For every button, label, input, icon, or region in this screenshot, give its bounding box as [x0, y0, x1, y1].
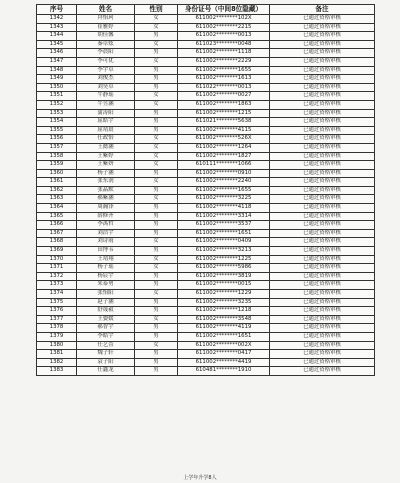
table-row	[37, 143, 375, 152]
cell-gender: 男	[135, 83, 178, 92]
table-row	[37, 281, 375, 290]
cell-name: 杨子瑶	[77, 264, 135, 273]
cell-id-number: 611002********3213	[178, 247, 270, 256]
cell-serial: 1375	[37, 298, 77, 307]
cell-serial: 1358	[37, 152, 77, 161]
cell-gender: 女	[135, 255, 178, 264]
cell-remark: 已通过资格审核	[270, 315, 375, 324]
cell-remark: 已通过资格审核	[270, 341, 375, 350]
cell-name: 任鑫龙	[77, 367, 135, 376]
cell-serial: 1367	[37, 229, 77, 238]
cell-id-number: 611002********1651	[178, 229, 270, 238]
table-row	[37, 118, 375, 127]
cell-id-number: 611002********0910	[178, 169, 270, 178]
cell-gender: 男	[135, 367, 178, 376]
cell-gender: 女	[135, 315, 178, 324]
cell-id-number: 611002********1655	[178, 66, 270, 75]
cell-gender: 男	[135, 212, 178, 221]
cell-name: 秦卓炫	[77, 40, 135, 49]
table-row	[37, 350, 375, 359]
table-row	[37, 332, 375, 341]
cell-gender: 女	[135, 264, 178, 273]
cell-id-number: 611002********1118	[178, 49, 270, 58]
cell-id-number: 611002********3819	[178, 272, 270, 281]
cell-gender: 男	[135, 109, 178, 118]
cell-gender: 女	[135, 161, 178, 170]
cell-name: 郝紫涵	[77, 195, 135, 204]
cell-id-number: 611002********3314	[178, 212, 270, 221]
cell-remark: 已通过资格审核	[270, 238, 375, 247]
table-row	[37, 264, 375, 273]
cell-gender: 男	[135, 332, 178, 341]
cell-serial: 1346	[37, 49, 77, 58]
cell-id-number: 611002********0409	[178, 238, 270, 247]
cell-name: 李禹哲	[77, 221, 135, 230]
header-id-number: 身份证号（中间8位隐藏）	[178, 5, 270, 15]
header-serial: 序号	[37, 5, 77, 15]
cell-id-number: 611002********4118	[178, 204, 270, 213]
table-row	[37, 255, 375, 264]
cell-serial: 1370	[37, 255, 77, 264]
cell-name: 蒲涛阳	[77, 109, 135, 118]
cell-gender: 男	[135, 247, 178, 256]
cell-gender: 男	[135, 66, 178, 75]
cell-gender: 男	[135, 272, 178, 281]
table-header-row	[37, 5, 375, 15]
table-row	[37, 32, 375, 41]
table-row	[37, 57, 375, 66]
cell-remark: 已通过资格审核	[270, 298, 375, 307]
cell-name: 袁子阳	[77, 358, 135, 367]
cell-serial: 1366	[37, 221, 77, 230]
cell-serial: 1353	[37, 109, 77, 118]
cell-remark: 已通过资格审核	[270, 109, 375, 118]
table-row	[37, 75, 375, 84]
cell-name: 刘俊杰	[77, 75, 135, 84]
cell-name: 朱泰勇	[77, 281, 135, 290]
cell-serial: 1345	[37, 40, 77, 49]
cell-gender: 女	[135, 152, 178, 161]
cell-id-number: 611002********1215	[178, 109, 270, 118]
cell-id-number: 611002********4115	[178, 126, 270, 135]
header-remark: 备注	[270, 5, 375, 15]
cell-name: 刘浩宇	[77, 229, 135, 238]
cell-serial: 1363	[37, 195, 77, 204]
cell-remark: 已通过资格审核	[270, 221, 375, 230]
cell-id-number: 611002********2229	[178, 57, 270, 66]
cell-remark: 已通过资格审核	[270, 281, 375, 290]
table-row	[37, 204, 375, 213]
cell-id-number: 611022********0013	[178, 83, 270, 92]
cell-id-number: 611002********3235	[178, 298, 270, 307]
table-row	[37, 49, 375, 58]
cell-gender: 男	[135, 324, 178, 333]
cell-serial: 1343	[37, 23, 77, 32]
cell-id-number: 611002********1827	[178, 152, 270, 161]
cell-id-number: 611023********0048	[178, 40, 270, 49]
table-row	[37, 367, 375, 376]
cell-gender: 男	[135, 169, 178, 178]
cell-id-number: 611002********1229	[178, 290, 270, 299]
cell-gender: 女	[135, 40, 178, 49]
cell-id-number: 610111********1066	[178, 161, 270, 170]
cell-id-number: 611002********2240	[178, 178, 270, 187]
cell-id-number: 611002********1218	[178, 307, 270, 316]
cell-serial: 1376	[37, 307, 77, 316]
cell-serial: 1371	[37, 264, 77, 273]
cell-id-number: 611002********1651	[178, 332, 270, 341]
cell-name: 牛静瑶	[77, 92, 135, 101]
table-row	[37, 290, 375, 299]
cell-remark: 已通过资格审核	[270, 290, 375, 299]
table-row	[37, 247, 375, 256]
table-row	[37, 212, 375, 221]
cell-name: 魏子轩	[77, 350, 135, 359]
cell-serial: 1383	[37, 367, 77, 376]
cell-id-number: 611002********4419	[178, 358, 270, 367]
cell-remark: 已通过资格审核	[270, 32, 375, 41]
cell-gender: 女	[135, 238, 178, 247]
table-row	[37, 15, 375, 24]
cell-gender: 女	[135, 23, 178, 32]
cell-name: 李宇卓	[77, 66, 135, 75]
cell-remark: 已通过资格审核	[270, 229, 375, 238]
cell-remark: 已通过资格审核	[270, 161, 375, 170]
table-row	[37, 135, 375, 144]
cell-serial: 1382	[37, 358, 77, 367]
cell-remark: 已通过资格审核	[270, 152, 375, 161]
cell-gender: 男	[135, 281, 178, 290]
cell-name: 周瀚泽	[77, 204, 135, 213]
cell-serial: 1357	[37, 143, 77, 152]
table-row	[37, 324, 375, 333]
cell-gender: 男	[135, 75, 178, 84]
cell-remark: 已通过资格审核	[270, 264, 375, 273]
cell-gender: 男	[135, 186, 178, 195]
page-footer: 上学年升学8人	[183, 475, 217, 481]
cell-gender: 男	[135, 32, 178, 41]
cell-id-number: 611002********526X	[178, 135, 270, 144]
cell-remark: 已通过资格审核	[270, 350, 375, 359]
roster-table	[36, 4, 375, 376]
cell-id-number: 611002********3225	[178, 195, 270, 204]
cell-id-number: 611002********3548	[178, 315, 270, 324]
cell-remark: 已通过资格审核	[270, 195, 375, 204]
document-page	[36, 4, 374, 376]
cell-id-number: 611002********0015	[178, 281, 270, 290]
cell-remark: 已通过资格审核	[270, 186, 375, 195]
cell-remark: 已通过资格审核	[270, 49, 375, 58]
cell-gender: 男	[135, 350, 178, 359]
cell-gender: 女	[135, 15, 178, 24]
cell-name: 牛昱涵	[77, 100, 135, 109]
cell-remark: 已通过资格审核	[270, 358, 375, 367]
cell-name: 刘诗雨	[77, 238, 135, 247]
cell-name: 王姿媛	[77, 315, 135, 324]
cell-name: 刘昊卓	[77, 83, 135, 92]
cell-serial: 1355	[37, 126, 77, 135]
cell-serial: 1368	[37, 238, 77, 247]
cell-serial: 1364	[37, 204, 77, 213]
table-row	[37, 315, 375, 324]
cell-name: 赵子涵	[77, 298, 135, 307]
cell-id-number: 611002********0013	[178, 32, 270, 41]
cell-name: 屈皓宇	[77, 118, 135, 127]
cell-id-number: 611002********1264	[178, 143, 270, 152]
table-row	[37, 23, 375, 32]
cell-name: 薛修齐	[77, 212, 135, 221]
cell-name: 郝智宇	[77, 324, 135, 333]
cell-remark: 已通过资格审核	[270, 204, 375, 213]
cell-remark: 已通过资格审核	[270, 212, 375, 221]
cell-gender: 男	[135, 49, 178, 58]
table-row	[37, 152, 375, 161]
cell-remark: 已通过资格审核	[270, 23, 375, 32]
cell-gender: 男	[135, 307, 178, 316]
cell-serial: 1356	[37, 135, 77, 144]
cell-name: 胡佳馨	[77, 32, 135, 41]
cell-remark: 已通过资格审核	[270, 126, 375, 135]
cell-remark: 已通过资格审核	[270, 92, 375, 101]
cell-serial: 1344	[37, 32, 77, 41]
table-body	[37, 15, 375, 376]
cell-serial: 1379	[37, 332, 77, 341]
cell-serial: 1350	[37, 83, 77, 92]
cell-name: 崔雅婷	[77, 23, 135, 32]
cell-name: 王紫婷	[77, 152, 135, 161]
cell-name: 田博韦	[77, 247, 135, 256]
cell-serial: 1360	[37, 169, 77, 178]
cell-name: 李可优	[77, 57, 135, 66]
cell-remark: 已通过资格审核	[270, 272, 375, 281]
cell-id-number: 611002********5986	[178, 264, 270, 273]
cell-serial: 1372	[37, 272, 77, 281]
table-row	[37, 195, 375, 204]
cell-gender: 女	[135, 195, 178, 204]
table-row	[37, 161, 375, 170]
table-row	[37, 238, 375, 247]
cell-name: 杨子涵	[77, 169, 135, 178]
cell-remark: 已通过资格审核	[270, 57, 375, 66]
cell-serial: 1365	[37, 212, 77, 221]
table-row	[37, 229, 375, 238]
cell-name: 舒晟毅	[77, 307, 135, 316]
table-row	[37, 341, 375, 350]
cell-remark: 已通过资格审核	[270, 247, 375, 256]
cell-id-number: 611002********1613	[178, 75, 270, 84]
cell-serial: 1380	[37, 341, 77, 350]
table-row	[37, 186, 375, 195]
cell-serial: 1378	[37, 324, 77, 333]
table-row	[37, 307, 375, 316]
cell-gender: 女	[135, 100, 178, 109]
cell-name: 张晶默	[77, 186, 135, 195]
cell-id-number: 611002********1863	[178, 100, 270, 109]
cell-gender: 男	[135, 126, 178, 135]
cell-remark: 已通过资格审核	[270, 118, 375, 127]
cell-remark: 已通过资格审核	[270, 66, 375, 75]
cell-serial: 1349	[37, 75, 77, 84]
cell-name: 张怡阳	[77, 290, 135, 299]
cell-name: 拜怡珂	[77, 15, 135, 24]
cell-id-number: 611002********3537	[178, 221, 270, 230]
cell-gender: 女	[135, 57, 178, 66]
cell-name: 李晨阳	[77, 49, 135, 58]
table-row	[37, 169, 375, 178]
cell-gender: 女	[135, 290, 178, 299]
header-name: 姓名	[77, 5, 135, 15]
table-row	[37, 272, 375, 281]
cell-serial: 1369	[37, 247, 77, 256]
cell-remark: 已通过资格审核	[270, 143, 375, 152]
cell-name: 杨宸宇	[77, 272, 135, 281]
cell-id-number: 610481********1910	[178, 367, 270, 376]
cell-serial: 1359	[37, 161, 77, 170]
cell-remark: 已通过资格审核	[270, 40, 375, 49]
cell-serial: 1377	[37, 315, 77, 324]
cell-remark: 已通过资格审核	[270, 307, 375, 316]
table-row	[37, 92, 375, 101]
cell-serial: 1373	[37, 281, 77, 290]
table-row	[37, 66, 375, 75]
cell-name: 王懿涵	[77, 143, 135, 152]
cell-id-number: 611002********1655	[178, 186, 270, 195]
cell-id-number: 611021********5638	[178, 118, 270, 127]
cell-serial: 1347	[37, 57, 77, 66]
cell-id-number: 611002********1225	[178, 255, 270, 264]
cell-serial: 1352	[37, 100, 77, 109]
cell-id-number: 611002********0027	[178, 92, 270, 101]
cell-gender: 男	[135, 118, 178, 127]
cell-name: 张东润	[77, 178, 135, 187]
cell-gender: 男	[135, 221, 178, 230]
cell-serial: 1361	[37, 178, 77, 187]
cell-remark: 已通过资格审核	[270, 178, 375, 187]
cell-gender: 女	[135, 341, 178, 350]
cell-remark: 已通过资格审核	[270, 135, 375, 144]
table-row	[37, 40, 375, 49]
table-row	[37, 178, 375, 187]
cell-serial: 1381	[37, 350, 77, 359]
cell-remark: 已通过资格审核	[270, 367, 375, 376]
table-row	[37, 126, 375, 135]
table-row	[37, 109, 375, 118]
cell-gender: 女	[135, 92, 178, 101]
cell-serial: 1351	[37, 92, 77, 101]
cell-gender: 女	[135, 135, 178, 144]
cell-serial: 1362	[37, 186, 77, 195]
table-row	[37, 298, 375, 307]
header-gender: 性别	[135, 5, 178, 15]
cell-id-number: 611002********2215	[178, 23, 270, 32]
cell-remark: 已通过资格审核	[270, 169, 375, 178]
cell-name: 李皓宇	[77, 332, 135, 341]
table-row	[37, 100, 375, 109]
cell-name: 任艺萱	[77, 341, 135, 350]
cell-serial: 1354	[37, 118, 77, 127]
cell-name: 任政怡	[77, 135, 135, 144]
cell-remark: 已通过资格审核	[270, 83, 375, 92]
cell-name: 王靖翔	[77, 255, 135, 264]
cell-id-number: 611002********4119	[178, 324, 270, 333]
cell-gender: 男	[135, 358, 178, 367]
cell-serial: 1374	[37, 290, 77, 299]
cell-id-number: 611002********102X	[178, 15, 270, 24]
cell-id-number: 611002********0417	[178, 350, 270, 359]
cell-remark: 已通过资格审核	[270, 100, 375, 109]
cell-remark: 已通过资格审核	[270, 324, 375, 333]
cell-remark: 已通过资格审核	[270, 75, 375, 84]
cell-remark: 已通过资格审核	[270, 332, 375, 341]
cell-gender: 女	[135, 178, 178, 187]
cell-remark: 已通过资格审核	[270, 255, 375, 264]
cell-name: 屈靖晨	[77, 126, 135, 135]
cell-name: 王紫妍	[77, 161, 135, 170]
cell-serial: 1342	[37, 15, 77, 24]
cell-gender: 女	[135, 143, 178, 152]
cell-id-number: 611002********002X	[178, 341, 270, 350]
cell-remark: 已通过资格审核	[270, 15, 375, 24]
cell-gender: 男	[135, 298, 178, 307]
cell-serial: 1348	[37, 66, 77, 75]
table-row	[37, 83, 375, 92]
cell-gender: 男	[135, 204, 178, 213]
cell-gender: 男	[135, 229, 178, 238]
table-row	[37, 358, 375, 367]
table-row	[37, 221, 375, 230]
